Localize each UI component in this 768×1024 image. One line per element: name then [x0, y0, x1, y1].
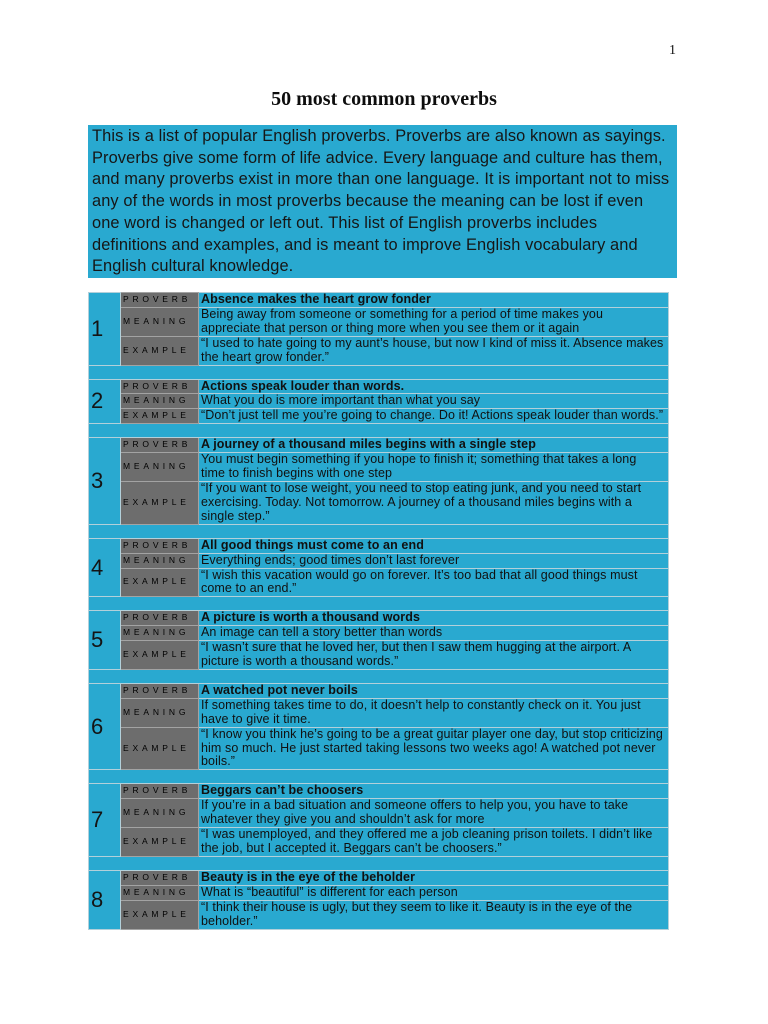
group-spacer: [89, 856, 669, 870]
proverb-label: PROVERB: [121, 683, 199, 698]
group-spacer: [89, 597, 669, 611]
group-spacer-row: [89, 424, 669, 438]
meaning-text: What is “beautiful” is different for each person: [199, 885, 669, 900]
example-text: “If you want to lose weight, you need to stop eating junk, and you need to start exercising. Today. Not tomorrow. A journey of a thousand miles begins with a single step.”: [199, 481, 669, 524]
meaning-row: [89, 885, 669, 900]
example-row: [89, 409, 669, 424]
example-text: “I was unemployed, and they offered me a job cleaning prison toilets. I didn’t like the job, but I accepted it. Beggars can’t be choosers.”: [199, 828, 669, 857]
page-number: 1: [669, 43, 676, 58]
meaning-text: If something takes time to do, it doesn’t help to constantly check on it. You just have to give it time.: [199, 698, 669, 727]
meaning-text: What you do is more important than what you say: [199, 394, 669, 409]
proverb-text: A picture is worth a thousand words: [199, 611, 669, 626]
group-spacer: [89, 770, 669, 784]
example-label: EXAMPLE: [121, 828, 199, 857]
group-spacer-row: [89, 669, 669, 683]
proverb-row: [89, 611, 669, 626]
example-label: EXAMPLE: [121, 727, 199, 770]
example-label: EXAMPLE: [121, 481, 199, 524]
proverb-number: 6: [89, 683, 121, 769]
meaning-label: MEANING: [121, 885, 199, 900]
proverb-text: A watched pot never boils: [199, 683, 669, 698]
proverb-text: A journey of a thousand miles begins with a single step: [199, 438, 669, 453]
meaning-row: [89, 698, 669, 727]
meaning-row: [89, 307, 669, 336]
intro-paragraph: This is a list of popular English proverbs. Proverbs are also known as sayings. Proverbs give some form of life advice. Every language and culture has them, and many proverbs exist in more than one language. It is important not to miss any of the words in most proverbs because the meaning can be lost if even one word is changed or left out. This list of English proverbs includes definitions and examples, and is meant to improve English vocabulary and English cultural knowledge.: [88, 125, 677, 278]
example-label: EXAMPLE: [121, 641, 199, 670]
proverbs-table-body: [89, 293, 669, 930]
proverb-row: [89, 293, 669, 308]
proverb-row: [89, 438, 669, 453]
proverb-row: [89, 784, 669, 799]
meaning-text: An image can tell a story better than words: [199, 626, 669, 641]
group-spacer: [89, 524, 669, 538]
proverb-number: 8: [89, 870, 121, 929]
proverb-label: PROVERB: [121, 611, 199, 626]
meaning-label: MEANING: [121, 307, 199, 336]
proverbs-table: [88, 292, 669, 930]
proverb-row: [89, 683, 669, 698]
meaning-label: MEANING: [121, 453, 199, 482]
example-text: “I wish this vacation would go on forever. It’s too bad that all good things must come to an end.”: [199, 568, 669, 597]
example-label: EXAMPLE: [121, 900, 199, 929]
proverb-number: 7: [89, 784, 121, 857]
proverb-label: PROVERB: [121, 538, 199, 553]
proverb-row: [89, 379, 669, 394]
proverb-text: All good things must come to an end: [199, 538, 669, 553]
example-row: [89, 568, 669, 597]
meaning-text: Being away from someone or something for a period of time makes you appreciate that person or thing more when you see them or it again: [199, 307, 669, 336]
meaning-row: [89, 394, 669, 409]
example-row: [89, 727, 669, 770]
example-label: EXAMPLE: [121, 409, 199, 424]
meaning-row: [89, 799, 669, 828]
group-spacer: [89, 424, 669, 438]
example-row: [89, 336, 669, 365]
example-label: EXAMPLE: [121, 336, 199, 365]
meaning-label: MEANING: [121, 626, 199, 641]
group-spacer-row: [89, 597, 669, 611]
proverb-number: 4: [89, 538, 121, 597]
meaning-text: You must begin something if you hope to finish it; something that takes a long time to finish begins with one step: [199, 453, 669, 482]
example-row: [89, 481, 669, 524]
proverb-text: Actions speak louder than words.: [199, 379, 669, 394]
proverb-text: Beggars can’t be choosers: [199, 784, 669, 799]
proverb-number: 3: [89, 438, 121, 524]
group-spacer-row: [89, 856, 669, 870]
proverb-row: [89, 538, 669, 553]
example-text: “I wasn’t sure that he loved her, but then I saw them hugging at the airport. A picture is worth a thousand words.”: [199, 641, 669, 670]
meaning-text: Everything ends; good times don’t last forever: [199, 553, 669, 568]
meaning-label: MEANING: [121, 698, 199, 727]
group-spacer-row: [89, 365, 669, 379]
proverb-number: 5: [89, 611, 121, 670]
group-spacer-row: [89, 524, 669, 538]
group-spacer: [89, 669, 669, 683]
example-text: “I know you think he’s going to be a great guitar player one day, but stop criticizing him so much. He just started taking lessons two weeks ago! A watched pot never boils.”: [199, 727, 669, 770]
group-spacer: [89, 365, 669, 379]
meaning-label: MEANING: [121, 394, 199, 409]
example-row: [89, 900, 669, 929]
proverb-label: PROVERB: [121, 870, 199, 885]
example-text: “I think their house is ugly, but they seem to like it. Beauty is in the eye of the beholder.”: [199, 900, 669, 929]
meaning-label: MEANING: [121, 799, 199, 828]
proverb-number: 1: [89, 293, 121, 366]
meaning-row: [89, 626, 669, 641]
example-row: [89, 828, 669, 857]
example-row: [89, 641, 669, 670]
meaning-row: [89, 553, 669, 568]
meaning-text: If you’re in a bad situation and someone offers to help you, you have to take whatever they give you and shouldn’t ask for more: [199, 799, 669, 828]
example-label: EXAMPLE: [121, 568, 199, 597]
proverb-label: PROVERB: [121, 438, 199, 453]
proverb-label: PROVERB: [121, 784, 199, 799]
example-text: “Don’t just tell me you’re going to change. Do it! Actions speak louder than words.”: [199, 409, 669, 424]
proverb-label: PROVERB: [121, 293, 199, 308]
group-spacer-row: [89, 770, 669, 784]
proverb-number: 2: [89, 379, 121, 424]
meaning-label: MEANING: [121, 553, 199, 568]
meaning-row: [89, 453, 669, 482]
proverb-text: Beauty is in the eye of the beholder: [199, 870, 669, 885]
example-text: “I used to hate going to my aunt’s house, but now I kind of miss it. Absence makes the heart grow fonder.”: [199, 336, 669, 365]
proverb-text: Absence makes the heart grow fonder: [199, 293, 669, 308]
proverb-row: [89, 870, 669, 885]
page-title: 50 most common proverbs: [271, 88, 497, 110]
proverb-label: PROVERB: [121, 379, 199, 394]
